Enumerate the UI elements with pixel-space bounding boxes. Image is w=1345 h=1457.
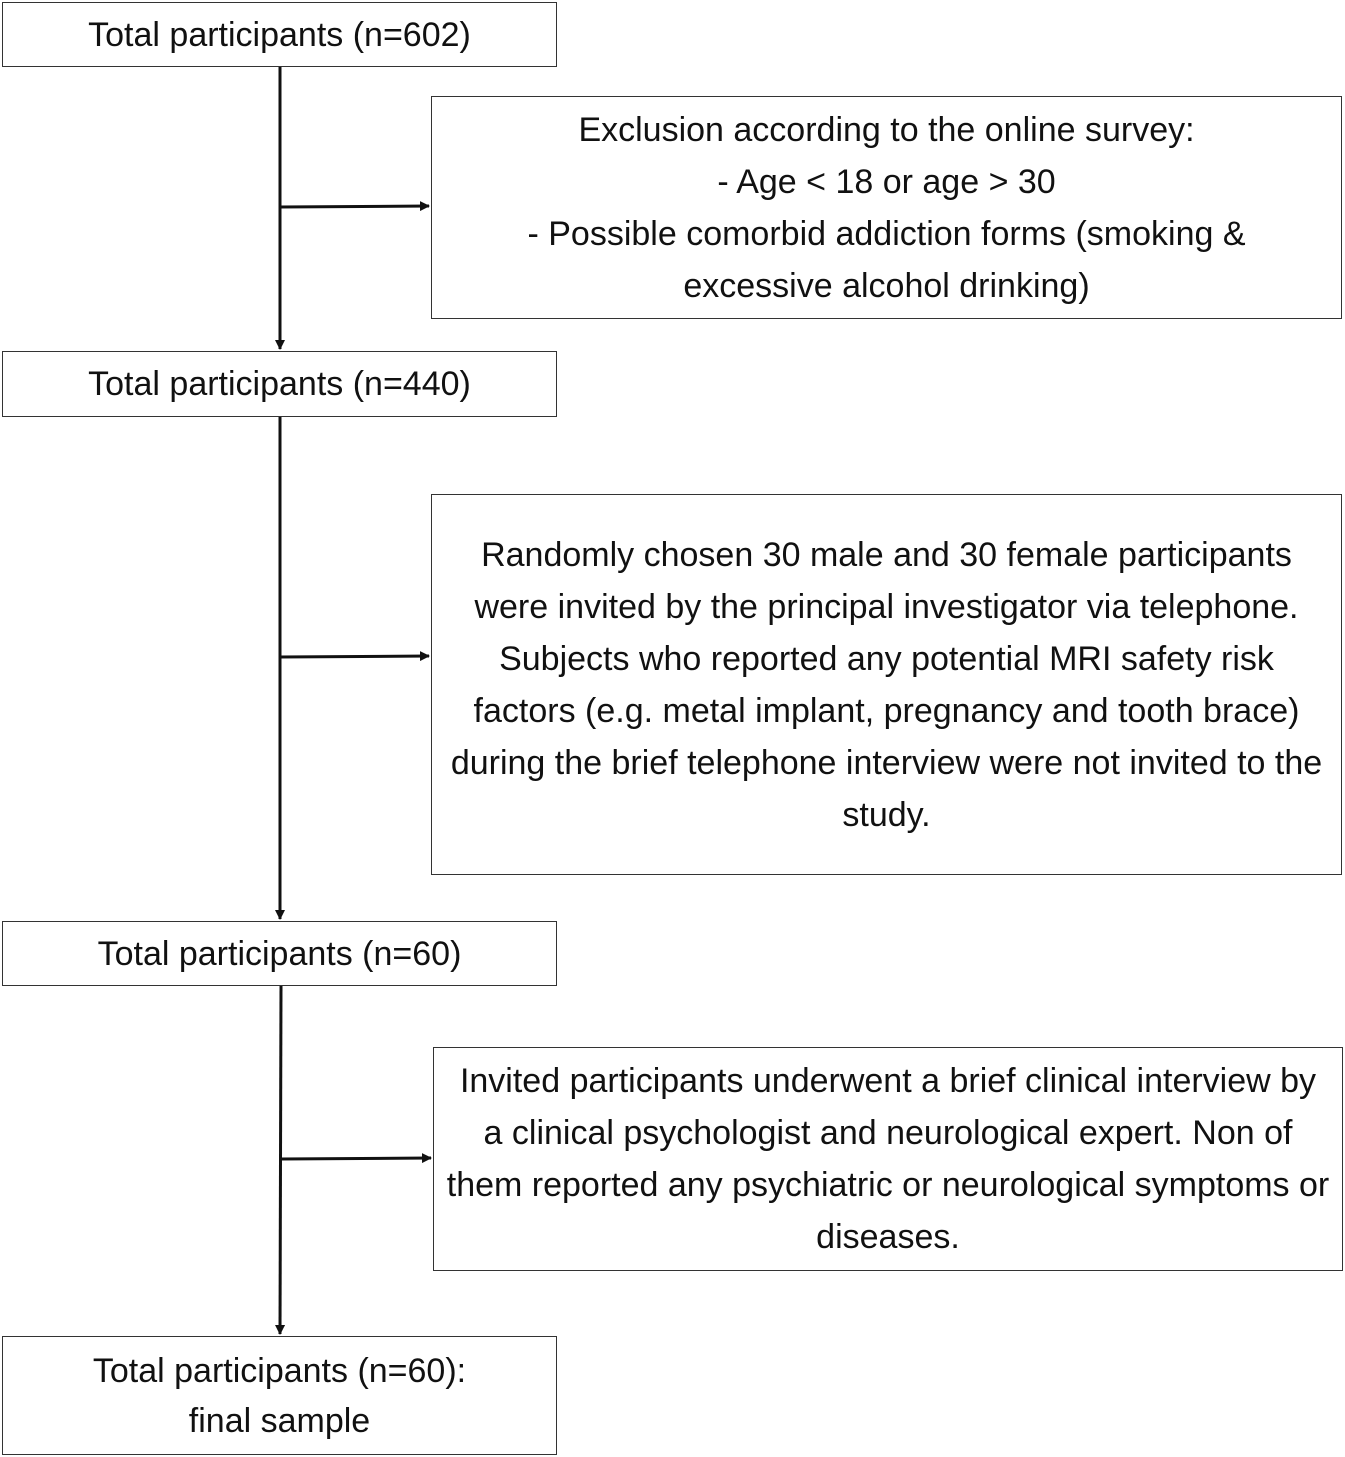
exclusion-box-clinical-interview: [433, 1047, 1343, 1271]
arrow-to-exclusion-1: [280, 206, 429, 207]
stage-box-final-sample: [2, 1336, 557, 1455]
exclusion-criterion-addiction-cont: excessive alcohol drinking): [683, 266, 1090, 305]
stage-box-total-602: [2, 2, 557, 67]
stage-label: Total participants (n=60):: [92, 1351, 467, 1390]
exclusion-text: Randomly chosen 30 male and 30 female participants were invited by the principal investigator via telephone. Subjects who reported any potential MRI safety risk factors (e.g. metal implant, pregnancy and tooth brace) during the brief telephone interview were not invited to the study.: [450, 535, 1323, 834]
exclusion-box-telephone-screening: [431, 494, 1342, 875]
exclusion-text: Invited participants underwent a brief clinical interview by a clinical psychologist and neurological expert. Non of them reported any psychiatric or neurological symptoms or diseases.: [446, 1062, 1330, 1256]
exclusion-criterion-age: - Age < 18 or age > 30: [717, 162, 1056, 201]
stage-box-total-60: [2, 921, 557, 986]
stage-sublabel: final sample: [188, 1401, 371, 1440]
stage-label: Total participants (n=602): [88, 15, 471, 54]
stage-label: Total participants (n=440): [88, 365, 471, 403]
stage-box-total-440: [2, 351, 557, 417]
arrow-to-exclusion-2: [280, 656, 429, 657]
arrow-to-exclusion-3: [281, 1158, 431, 1159]
stage-label: Total participants (n=60): [97, 934, 462, 973]
exclusion-criterion-addiction: - Possible comorbid addiction forms (smoking &: [527, 214, 1246, 253]
exclusion-box-online-survey: [431, 96, 1342, 319]
exclusion-heading: Exclusion according to the online survey:: [578, 110, 1195, 149]
arrow-stage3-to-stage4: [280, 986, 281, 1334]
